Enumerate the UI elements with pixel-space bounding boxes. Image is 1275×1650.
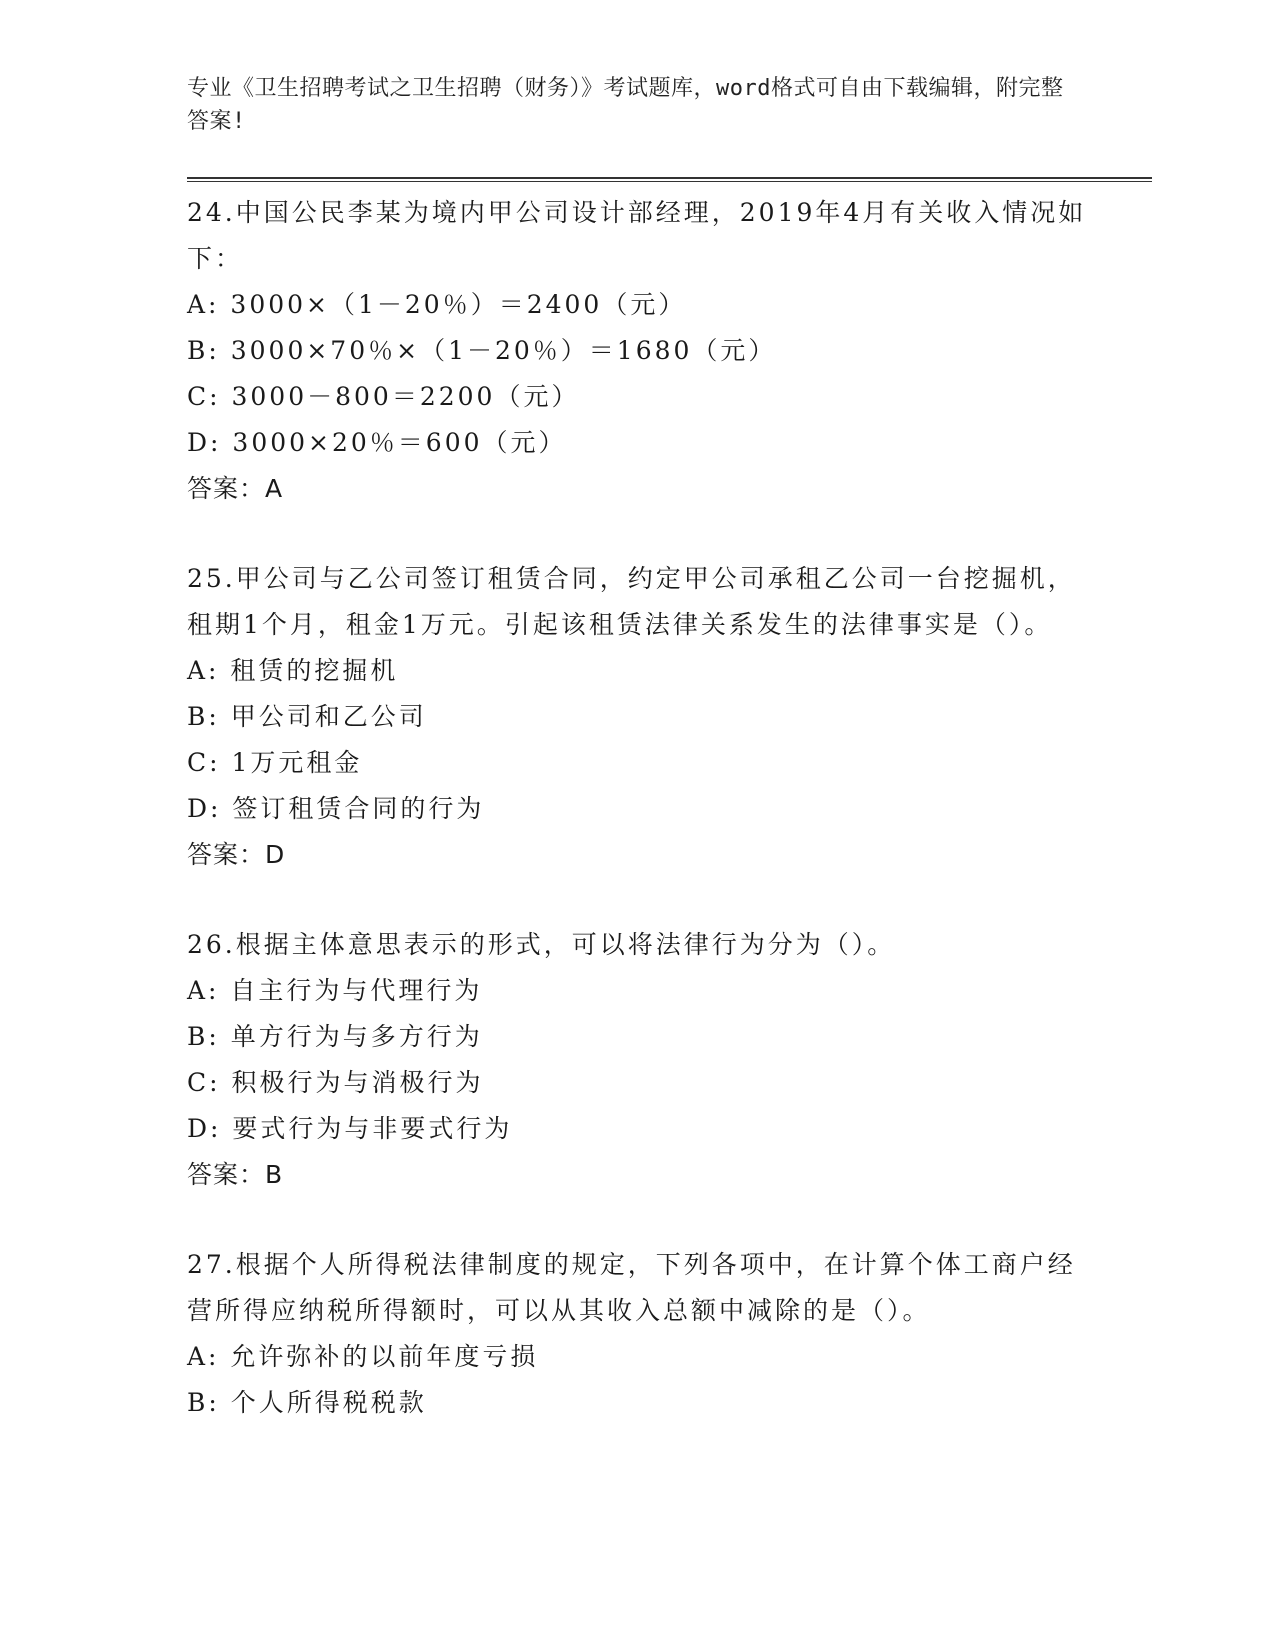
answer: 答案：D (187, 840, 286, 869)
answer: 答案：B (187, 1160, 284, 1189)
question-stem: 25.甲公司与乙公司签订租赁合同，约定甲公司承租乙公司一台挖掘机，租期1个月，租金1万元。引起该租赁法律关系发生的法律事实是（）。 (187, 564, 1076, 639)
question-list (187, 190, 1087, 1470)
option-b: B: 3000×70％×（1－20％）＝1680（元） (187, 336, 777, 365)
option-b: B: 单方行为与多方行为 (187, 1022, 483, 1051)
question-stem: 24.中国公民李某为境内甲公司设计部经理，2019年4月有关收入情况如下： (187, 198, 1087, 273)
option-b: B: 个人所得税税款 (187, 1388, 427, 1417)
option-c: C: 1万元租金 (187, 748, 363, 777)
option-a: A: 自主行为与代理行为 (187, 976, 483, 1005)
option-b: B: 甲公司和乙公司 (187, 702, 427, 731)
header-divider (187, 177, 1152, 182)
question-stem: 27.根据个人所得税法律制度的规定，下列各项中，在计算个体工商户经营所得应纳税所得额时，可以从其收入总额中减除的是（）。 (187, 1250, 1076, 1325)
answer: 答案：A (187, 474, 284, 503)
option-c: C: 积极行为与消极行为 (187, 1068, 484, 1097)
option-a: A: 3000×（1－20％）＝2400（元） (187, 290, 687, 319)
option-d: D: 签订租赁合同的行为 (187, 794, 485, 823)
question-25 (187, 556, 1087, 878)
option-a: A: 允许弥补的以前年度亏损 (187, 1342, 539, 1371)
option-d: D: 3000×20％＝600（元） (187, 428, 567, 457)
option-c: C: 3000－800＝2200（元） (187, 382, 580, 411)
question-stem: 26.根据主体意思表示的形式，可以将法律行为分为（）。 (187, 930, 896, 959)
option-d: D: 要式行为与非要式行为 (187, 1114, 513, 1143)
document-header: 专业《卫生招聘考试之卫生招聘（财务）》考试题库，word格式可自由下载编辑，附完整答案! (187, 76, 1064, 134)
question-27 (187, 1242, 1087, 1426)
option-a: A: 租赁的挖掘机 (187, 656, 399, 685)
question-24 (187, 190, 1087, 512)
question-26 (187, 922, 1087, 1198)
